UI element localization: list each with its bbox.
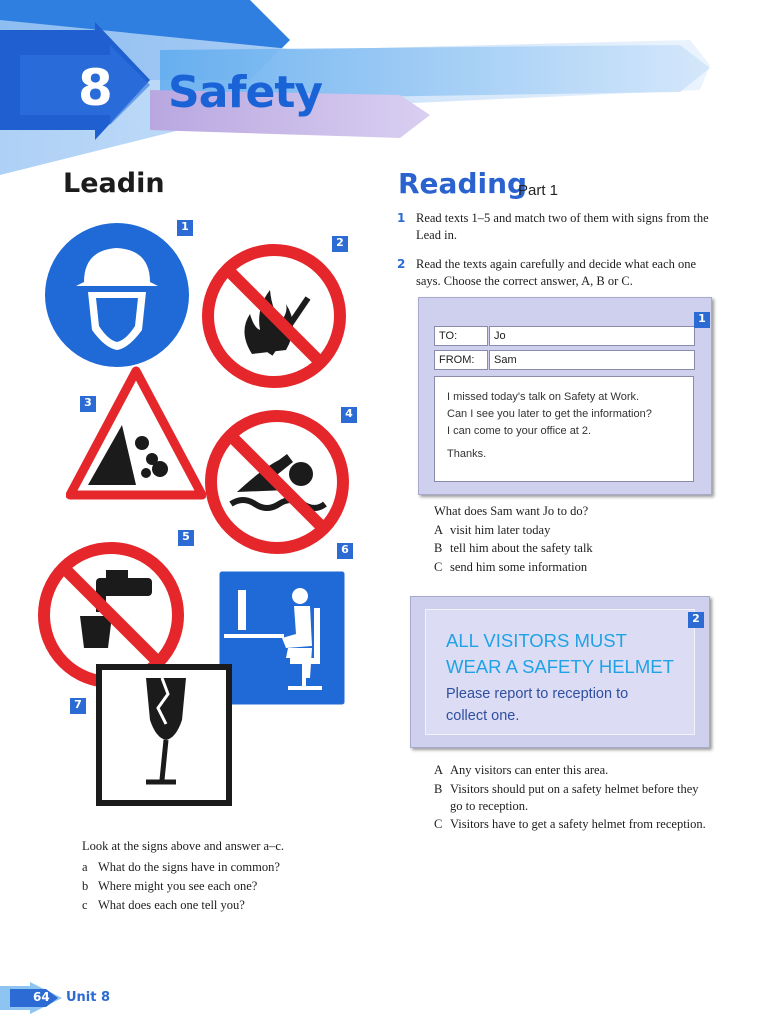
sign-tag-1: 1 [175, 218, 195, 238]
leadin-question-b: b Where might you see each one? [82, 879, 258, 893]
memo-body-line-3: I can come to your office at 2. [447, 425, 592, 437]
text1-question: What does Sam want Jo to do? [434, 504, 589, 518]
visitor-sign-text-2 [410, 596, 710, 748]
reading-heading: Reading [398, 167, 528, 200]
memo-body [434, 376, 694, 482]
memo-signoff: Thanks. [447, 448, 487, 460]
memo-to-label: TO: [434, 326, 488, 346]
memo-body-line-2: Can I see you later to get the information? [447, 408, 652, 420]
memo-from-label: FROM: [434, 350, 488, 370]
leadin-question-c: c What does each one tell you? [82, 898, 245, 912]
text2-option-a: A Any visitors can enter this area. [434, 763, 609, 777]
text1-option-a: A visit him later today [434, 523, 551, 537]
sign-tag-2: 2 [330, 234, 350, 254]
sign-tag-5: 5 [176, 528, 196, 548]
text1-option-b: B tell him about the safety talk [434, 541, 593, 555]
sign-workstation-icon [216, 568, 348, 708]
memo-text-1 [418, 297, 712, 495]
sign-no-swimming-icon [203, 408, 351, 556]
unit-number: 8 [78, 59, 113, 117]
sign-helmet-icon [44, 220, 194, 370]
instruction-2-number: 2 [397, 257, 406, 271]
text2-option-c: C Visitors have to get a safety helmet from reception. [434, 817, 706, 831]
sign-falling-rocks-icon [66, 365, 206, 505]
sign-tag-3: 3 [78, 394, 98, 414]
reading-part: Part 1 [518, 182, 559, 199]
sign-no-fire-icon [200, 242, 348, 390]
visitor-sign-title-1: ALL VISITORS MUST [446, 630, 627, 651]
page-number: 64 [33, 990, 50, 1004]
memo-to-value: Jo [489, 326, 695, 346]
text2-option-b: B Visitors should put on a safety helmet before they go to reception. [434, 782, 699, 813]
unit-title: Safety [168, 67, 323, 118]
leadin-prompt: Look at the signs above and answer a–c. [82, 839, 285, 853]
footer-unit-label: Unit 8 [66, 990, 111, 1005]
memo-body-line-1: I missed today's talk on Safety at Work. [447, 391, 640, 403]
sign-tag-4: 4 [339, 405, 359, 425]
sign-tag-7: 7 [68, 696, 88, 716]
visitor-sign-body-2: collect one. [446, 708, 520, 724]
sign-fragile-icon [96, 664, 232, 806]
instruction-1-number: 1 [397, 211, 406, 225]
visitor-sign-title-2: WEAR A SAFETY HELMET [446, 656, 674, 677]
text-tag-2: 2 [686, 610, 706, 630]
header-banner [0, 0, 768, 180]
instruction-2-text: Read the texts again carefully and decide what each one says. Choose the correct answer, A, B or C. [416, 257, 697, 288]
memo-from-value: Sam [489, 350, 695, 370]
leadin-heading: Leadin [63, 168, 165, 199]
text1-option-c: C send him some information [434, 560, 588, 574]
visitor-sign-body-1: Please report to reception to [446, 686, 629, 702]
leadin-question-a: a What do the signs have in common? [82, 860, 280, 874]
instruction-1-text: Read texts 1–5 and match two of them with signs from the Lead in. [416, 211, 709, 242]
text-tag-1: 1 [692, 310, 712, 330]
sign-tag-6: 6 [335, 541, 355, 561]
